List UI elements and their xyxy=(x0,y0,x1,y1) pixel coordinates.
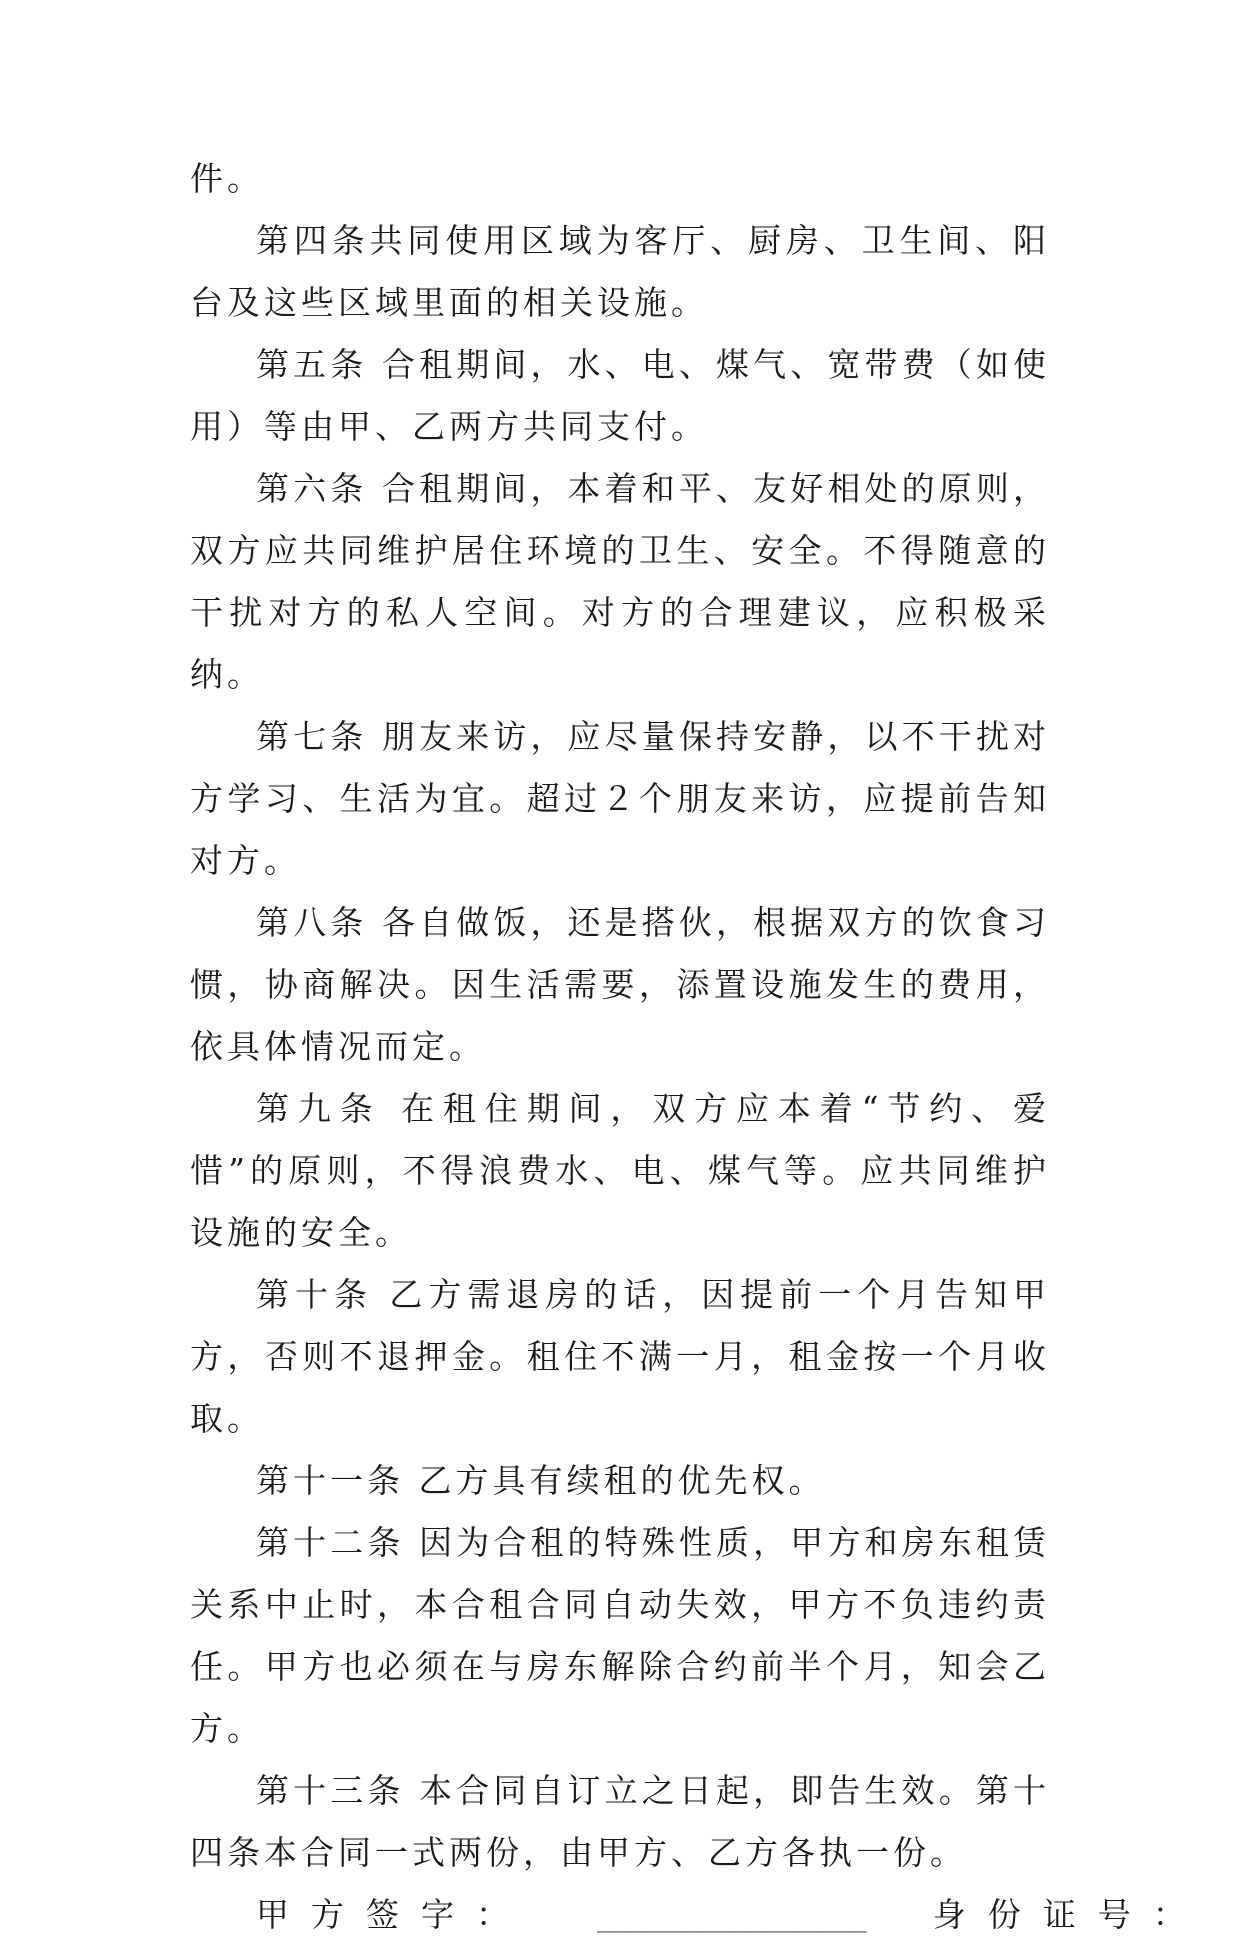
paragraph-0: 件。 xyxy=(190,159,264,198)
contract-body xyxy=(190,148,1208,1948)
paragraph-article-7: 第七条 朋友来访，应尽量保持安静，以不干扰对方学习、生活为宜。超过２个朋友来访，应提前告知对方。 xyxy=(190,717,1050,880)
paragraph-article-11: 第十一条 乙方具有续租的优先权。 xyxy=(256,1461,826,1500)
signature-blank: ________________ xyxy=(597,1900,867,1933)
paragraph-article-8: 第八条 各自做饭，还是搭伙，根据双方的饮食习惯，协商解决。因生活需要，添置设施发生的费用，依具体情况而定。 xyxy=(190,903,1050,1066)
signature-line xyxy=(190,1884,1208,1948)
paragraph-article-12: 第十二条 因为合租的特殊性质，甲方和房东租赁关系中止时，本合租合同自动失效，甲方不负违约责任。甲方也必须在与房东解除合约前半个月，知会乙方。 xyxy=(190,1523,1050,1748)
paragraph-article-5: 第五条 合租期间，水、电、煤气、宽带费（如使用）等由甲、乙两方共同支付。 xyxy=(190,345,1050,446)
paragraph-article-9: 第九条 在租住期间，双方应本着“节约、爱惜”的原则，不得浪费水、电、煤气等。应共同维护设施的安全。 xyxy=(190,1089,1050,1252)
party-a-signature-label: 甲方签字： xyxy=(256,1895,531,1934)
paragraph-article-10: 第十条 乙方需退房的话，因提前一个月告知甲方，否则不退押金。租住不满一月，租金按一个月收取。 xyxy=(190,1275,1050,1438)
paragraph-article-13: 第十三条 本合同自订立之日起，即告生效。第十四条本合同一式两份，由甲方、乙方各执一份。 xyxy=(190,1771,1050,1872)
paragraph-article-4: 第四条共同使用区域为客厅、厨房、卫生间、阳台及这些区域里面的相关设施。 xyxy=(190,221,1050,322)
id-number-label: 身份证号： xyxy=(932,1895,1208,1934)
paragraph-article-6: 第六条 合租期间，本着和平、友好相处的原则，双方应共同维护居住环境的卫生、安全。不得随意的干扰对方的私人空间。对方的合理建议，应积极采纳。 xyxy=(190,469,1050,694)
